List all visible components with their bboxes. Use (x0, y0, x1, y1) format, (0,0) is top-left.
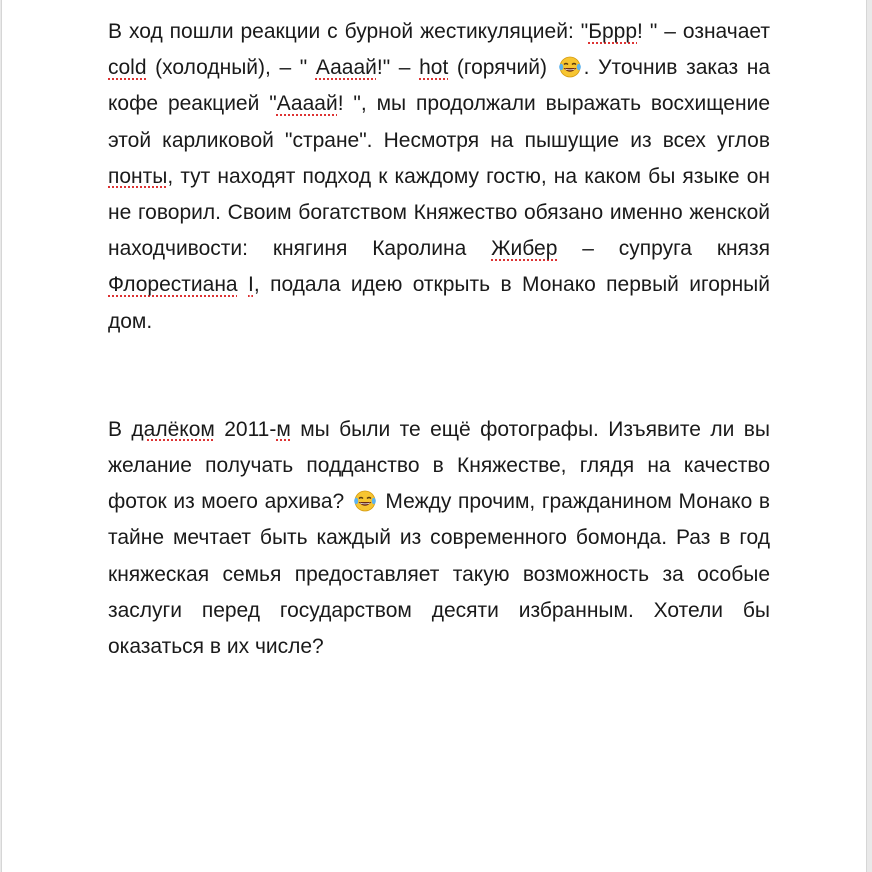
text-run: ! " – означает (637, 20, 770, 43)
text-run: Между прочим, гражданином Монако в тайне мечтает быть каждый из современного бомонда. Раз в год княжеская семья предоставляет такую возможность за особые заслуги перед государством десяти избранным. Хотели бы оказаться в их числе? (108, 490, 771, 659)
misspelled-word: понты (108, 164, 168, 188)
text-run: , тут находят подход к каждому гостю, на каком бы языке он не говорил. Своим богатством Княжество обязано именно женской находчивости: княгиня Каролина (108, 164, 770, 261)
text-run: , подала идею открыть в Монако первый игорный дом. (108, 273, 770, 333)
misspelled-word: Аааай (276, 92, 338, 116)
laughing-emoji-icon (353, 490, 377, 512)
text-run: – супруга князя (557, 237, 771, 261)
document-page (1, 0, 867, 872)
paragraph-2 (108, 412, 770, 665)
text-run: мы были те ещё фотографы. Изъявите ли вы желание получать подданство в Княжестве, глядя на качество фоток из моего архива? (108, 417, 770, 514)
text-run: В ход пошли реакции с бурной жестикуляцией: " (108, 20, 589, 43)
text-run: 2011- (214, 417, 277, 441)
misspelled-word: Флорестиана (108, 273, 238, 297)
misspelled-word: I (248, 273, 254, 297)
misspelled-word: далёком (131, 417, 215, 441)
text-run: В (108, 417, 132, 441)
misspelled-word: Бррр (588, 20, 638, 43)
text-run: (горячий) (448, 56, 556, 80)
document-body[interactable] (108, 14, 770, 665)
text-run: (холодный), – " (146, 56, 316, 80)
text-run: ! ", мы продолжали выражать восхищение этой карликовой "стране". Несмотря на пышущие из всех углов (108, 92, 770, 152)
misspelled-word: м (276, 417, 291, 441)
laughing-emoji-icon (558, 56, 582, 78)
text-run: !" – (376, 56, 420, 80)
misspelled-word: hot (419, 56, 449, 80)
paragraph-1 (108, 14, 770, 340)
text-run: . Уточнив заказ на кофе реакцией " (108, 56, 771, 116)
misspelled-word: Жибер (491, 237, 558, 261)
misspelled-word: Аааай (315, 56, 377, 80)
misspelled-word: cold (108, 56, 147, 80)
text-run (238, 273, 248, 296)
